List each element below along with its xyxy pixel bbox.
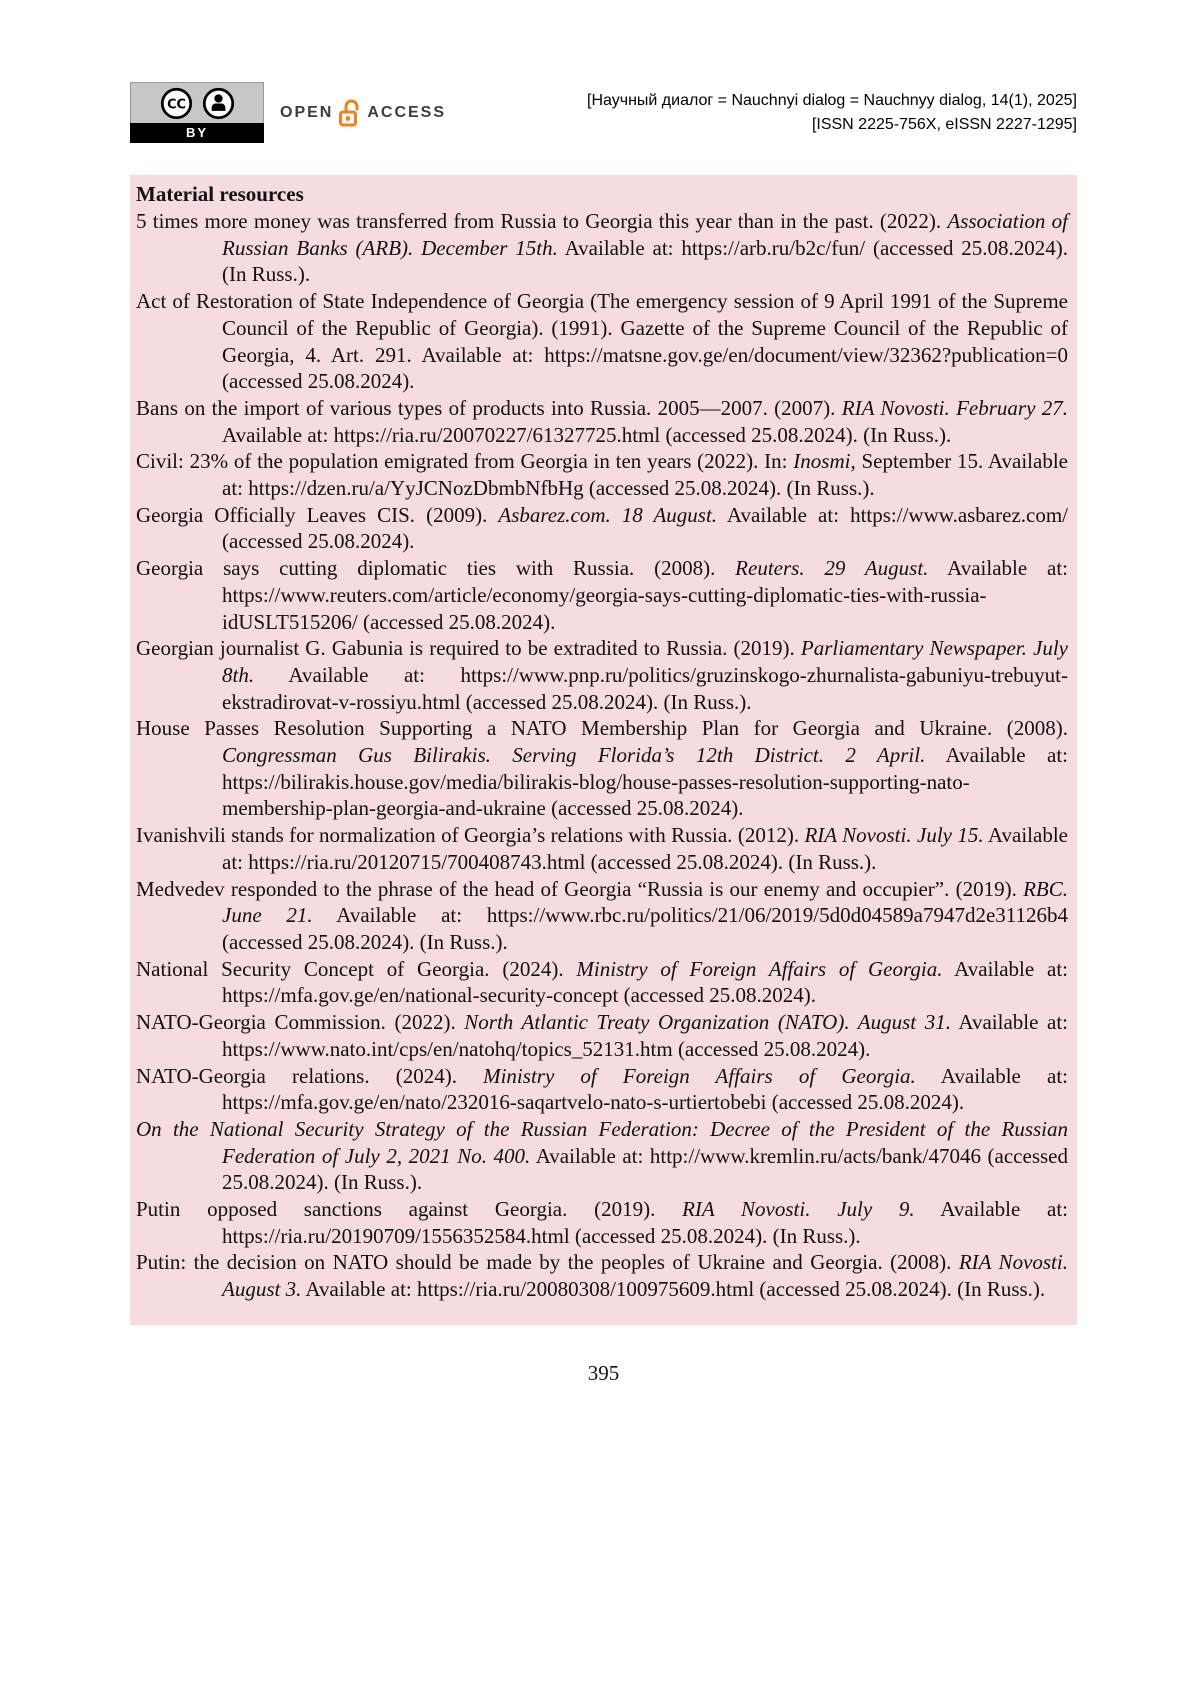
section-title: Material resources [136, 182, 304, 206]
reference-item: Bans on the import of various types of products into Russia. 2005—2007. (2007). RIA Novosti. February 27. Available at: https://ria.ru/20070227/61327725.html (accessed 25.08.2024). (In Russ.). [136, 395, 1068, 447]
reference-item: 5 times more money was transferred from Russia to Georgia this year than in the past. (2022). Association of Russian Banks (ARB). December 15th. Available at: https://arb.ru/b2c/fun/ (accessed 25.08.2024). (In Russ.). [136, 209, 1068, 287]
open-access-access-label: ACCESS [367, 103, 447, 121]
references-section [130, 175, 1077, 1325]
reference-item: Putin opposed sanctions against Georgia. (2019). RIA Novosti. July 9. Available at: https://ria.ru/20190709/1556352584.html (accessed 25.08.2024). (In Russ.). [136, 1197, 1069, 1248]
cc-by-badge [130, 82, 264, 143]
reference-item: Georgia says cutting diplomatic ties with Russia. (2008). Reuters. 29 August. Available at: https://www.reuters.com/article/economy/georgia-says-cutting-diplomatic-ties-with-russia-idUSLT515206/ (accessed 25.08.2024). [136, 556, 1068, 634]
reference-item: Civil: 23% of the population emigrated from Georgia in ten years (2022). In: Inosmi, September 15. Available at: https://dzen.ru/a/YyJCNozDbmbNfbHg (accessed 25.08.2024). (In Russ.). [136, 449, 1068, 501]
cc-by-label: BY [130, 123, 264, 143]
open-access-open-label: OPEN [280, 103, 334, 121]
reference-item: Ivanishvili stands for normalization of Georgia’s relations with Russia. (2012). RIA Novosti. July 15. Available at: https://ria.ru/20120715/700408743.html (accessed 25.08.2024). (In Russ.). [136, 823, 1068, 874]
cc-badge-icons [130, 82, 264, 123]
reference-item: On the National Security Strategy of the Russian Federation: Decree of the President of the Russian Federation of July 2, 2021 No. 400. Available at: http://www.kremlin.ru/acts/bank/47046 (accessed 25.08.2024). (In Russ.). [136, 1116, 1068, 1195]
journal-citation-block [587, 89, 1077, 137]
open-lock-icon [338, 98, 362, 128]
reference-item: National Security Concept of Georgia. (2024). Ministry of Foreign Affairs of Georgia. Available at: https://mfa.gov.ge/en/national-security-concept (accessed 25.08.2024). [136, 956, 1069, 1008]
reference-item: Act of Restoration of State Independence of Georgia (The emergency session of 9 April 1991 of the Supreme Council of the Republic of Georgia). (1991). Gazette of the Supreme Council of the Republic of Georgia, 4. Art. 291. Available at: https://matsne.gov.ge/en/document/view/32362?publication=0 (accessed 25.08.2024). [136, 289, 1068, 394]
reference-item: Georgia Officially Leaves CIS. (2009). Asbarez.com. 18 August. Available at: https://www.asbarez.com/ (accessed 25.08.2024). [136, 502, 1069, 554]
reference-item: Medvedev responded to the phrase of the head of Georgia “Russia is our enemy and occupier”. (2019). RBC. June 21. Available at: https://www.rbc.ru/politics/21/06/2019/5d0d04589a7947d2e31126b4 (accessed 25.08.2024). (In Russ.). [136, 876, 1068, 954]
reference-item: House Passes Resolution Supporting a NATO Membership Plan for Georgia and Ukraine. (2008). Congressman Gus Bilirakis. Serving Florida’s 12th District. 2 April. Available at: https://bilirakis.house.gov/media/bilirakis-blog/house-passes-resolution-supporting-nato-membership-plan-georgia-and-ukraine (accessed 25.08.2024). [136, 716, 1069, 821]
reference-item: Putin: the decision on NATO should be made by the peoples of Ukraine and Georgia. (2008). RIA Novosti. August 3. Available at: https://ria.ru/20080308/100975609.html (accessed 25.08.2024). (In Russ.). [136, 1250, 1068, 1302]
open-access-logo [280, 98, 446, 128]
reference-item: NATO-Georgia relations. (2024). Ministry of Foreign Affairs of Georgia. Available at: https://mfa.gov.ge/en/nato/232016-saqartvelo-nato-s-urtiertobebi (accessed 25.08.2024). [136, 1063, 1069, 1115]
page-number: 395 [587, 1360, 620, 1385]
svg-text:CC: CC [166, 97, 186, 113]
reference-item: NATO-Georgia Commission. (2022). North Atlantic Treaty Organization (NATO). August 31. Available at: https://www.nato.int/cps/en/natohq/topics_52131.htm (accessed 25.08.2024). [136, 1010, 1069, 1061]
page-header [130, 82, 1077, 143]
cc-icon [160, 87, 193, 120]
journal-citation-line: [Научный диалог = Nauchnyi dialog = Nauchnyy dialog, 14(1), 2025] [587, 91, 1077, 109]
journal-issn-line: [ISSN 2225-756X, eISSN 2227-1295] [811, 115, 1077, 133]
reference-item: Georgian journalist G. Gabunia is required to be extradited to Russia. (2019). Parliamentary Newspaper. July 8th. Available at: https://www.pnp.ru/politics/gruzinskogo-zhurnalista-gabuniyu-trebuyut-ekstradirovat-v-rossiyu.html (accessed 25.08.2024). (In Russ.). [136, 636, 1068, 714]
references-list [136, 208, 1068, 1303]
person-icon [202, 87, 235, 120]
